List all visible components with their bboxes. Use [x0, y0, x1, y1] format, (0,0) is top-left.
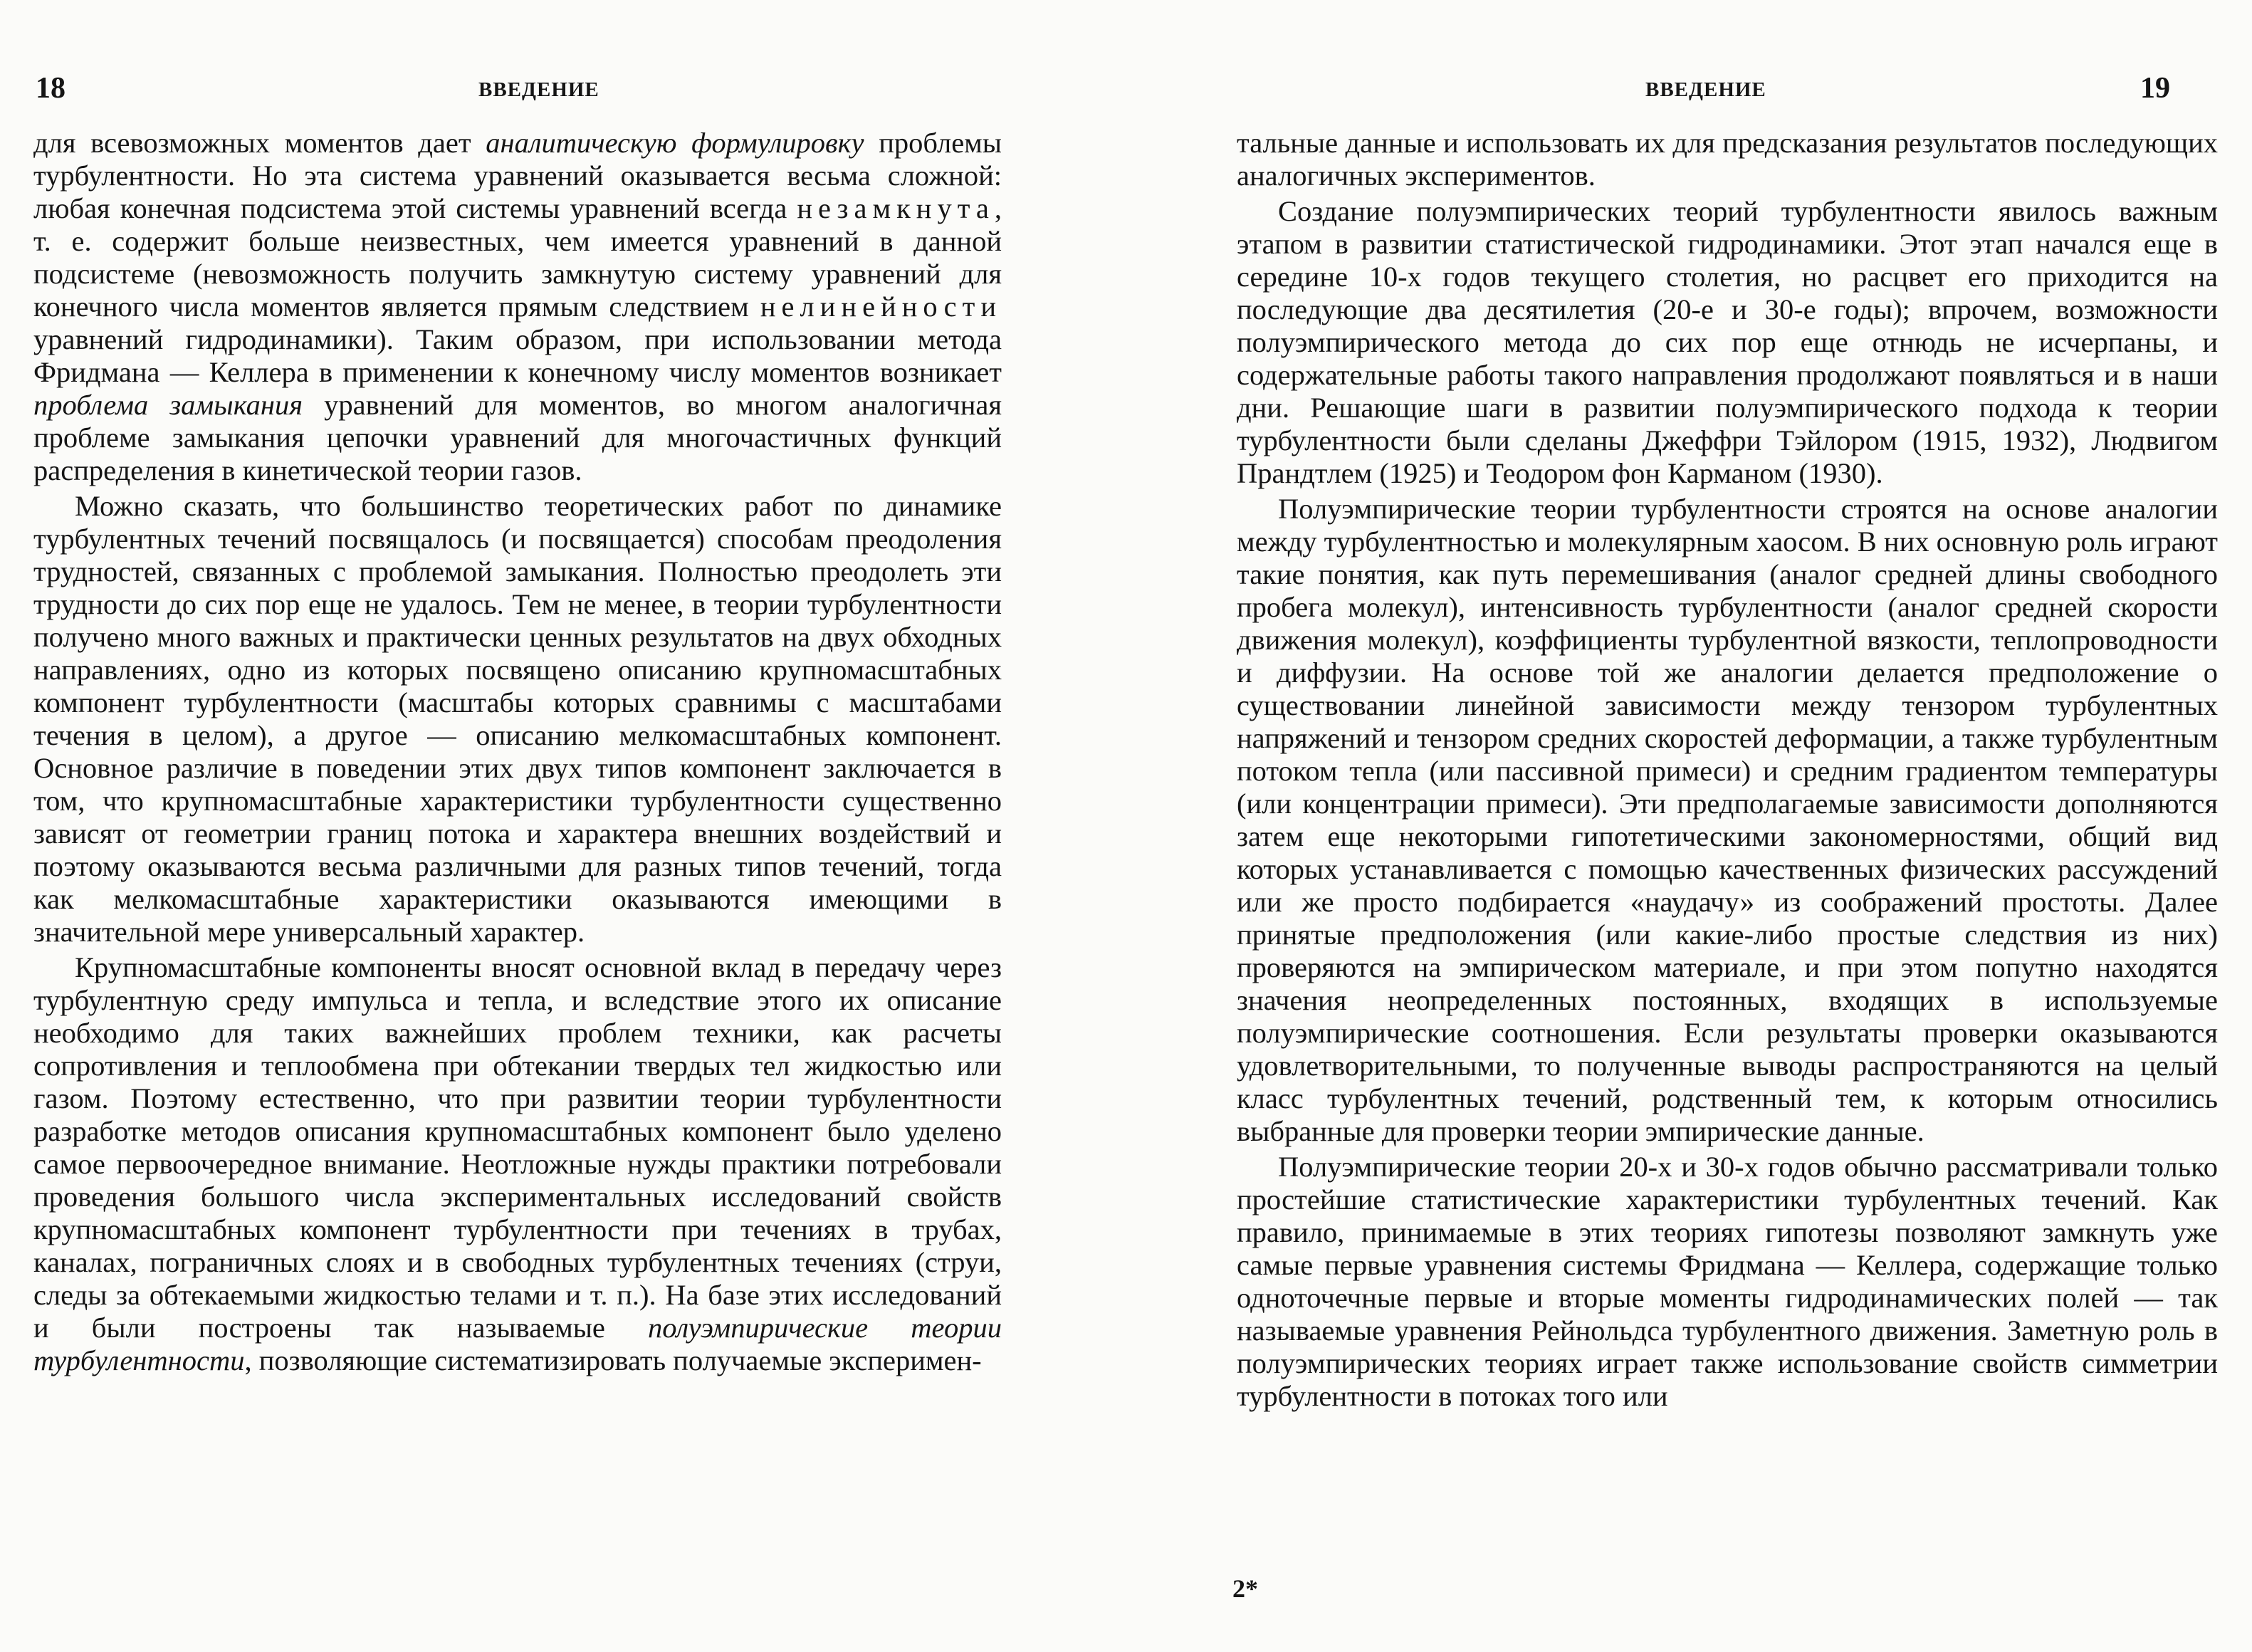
- running-title: ВВЕДЕНИЕ: [1645, 78, 1766, 101]
- paragraph: [33, 127, 1002, 487]
- text-run: уравнений для моментов, во многом аналогичная проблеме замыкания цепочки уравнений для многочастичных функций распределения в кинетической теории газов.: [33, 389, 1002, 486]
- text-run: проблемы турбулентности. Но эта система уравнений оказывается весьма сложной: любая конечная подсистема этой системы уравнений всегда: [33, 127, 1002, 224]
- text-run: , т. е. содержит больше неизвестных, чем имеется уравнений в данной подсистеме (невозможность получить замкнутую систему уравнений для конечного числа моментов является прямым следствием: [33, 192, 1002, 323]
- spaced-term: незамкнута: [797, 192, 995, 224]
- signature-mark: 2*: [1232, 1574, 1258, 1603]
- paragraph: тальные данные и использовать их для предсказания результатов последующих аналогичных экспериментов.: [1237, 127, 2218, 192]
- page-number: 18: [36, 72, 66, 105]
- text-run: , позволяющие систематизировать получаемые эксперимен-: [244, 1344, 982, 1376]
- paragraph: Создание полуэмпирических теорий турбулентности явилось важным этапом в развитии статистической гидродинамики. Этот этап начался еще в середине 10-х годов текущего столетия, но расцвет его приходится на последующие два десятилетия (20-е и 30-е годы); впрочем, возможности полуэмпирического метода до сих пор еще отнюдь не исчерпаны, и содержательные работы такого направления продолжают появляться и в наши дни. Решающие шаги в развитии полуэмпирического подхода к теории турбулентности были сделаны Джеффри Тэйлором (1915, 1932), Людвигом Прандтлем (1925) и Теодором фон Карманом (1930).: [1237, 195, 2218, 489]
- paragraph: Можно сказать, что большинство теоретических работ по динамике турбулентных течений посвящалось (и посвящается) способам преодоления трудностей, связанных с проблемой замыкания. Полностью преодолеть эти трудности до сих пор еще не удалось. Тем не менее, в теории турбулентности получено много важных и практически ценных результатов на двух обходных направлениях, одно из которых посвящено описанию крупномасштабных компонент турбулентности (масштабы которых сравнимы с масштабами течения в целом), а другое — описанию мелкомасштабных компонент. Основное различие в поведении этих двух типов компонент заключается в том, что крупномасштабные характеристики турбулентности существенно зависят от геометрии границ потока и характера внешних воздействий и поэтому оказываются весьма различными для разных типов течений, тогда как мелкомасштабные характеристики оказываются имеющими в значительной мере универсальный характер.: [33, 490, 1002, 948]
- running-title: ВВЕДЕНИЕ: [478, 78, 599, 101]
- italic-term: аналитическую формулировку: [486, 127, 864, 159]
- right-page-body: [1237, 127, 2218, 1413]
- italic-term: полуэмпирические теории турбулентности: [33, 1312, 1002, 1376]
- right-page: [1126, 0, 2252, 1652]
- text-run: уравнений гидродинамики). Таким образом, при использовании метода Фридмана — Келлера в применении к конечному числу моментов возникает: [33, 323, 1002, 388]
- paragraph: Полуэмпирические теории 20-х и 30-х годов обычно рассматривали только простейшие статистические характеристики турбулентных течений. Как правило, принимаемые в этих теориях гипотезы позволяют замкнуть уже самые первые уравнения системы Фридмана — Келлера, содержащие только одноточечные первые и вторые моменты гидродинамических полей — так называемые уравнения Рейнольдса турбулентного движения. Заметную роль в полуэмпирических теориях играет также использование свойств симметрии турбулентности в потоках того или: [1237, 1151, 2218, 1412]
- text-run: Крупномасштабные компоненты вносят основной вклад в передачу через турбулентную среду импульса и тепла, и вследствие этого их описание необходимо для таких важнейших проблем техники, как расчеты сопротивления и теплообмена при обтекании твердых тел жидкостью или газом. Поэтому естественно, что при развитии теории турбулентности разработке методов описания крупномасштабных компонент было уделено самое первоочередное внимание. Неотложные нужды практики потребовали проведения большого числа экспериментальных исследований свойств крупномасштабных компонент турбулентности при течениях в трубах, каналах, пограничных слоях и в свободных турбулентных течениях (струи, следы за обтекаемыми жидкостью телами и т. п.). На базе этих исследований и были построены так называемые: [33, 951, 1002, 1344]
- text-run: для всевозможных моментов дает: [33, 127, 486, 159]
- paragraph: Полуэмпирические теории турбулентности строятся на основе аналогии между турбулентностью и молекулярным хаосом. В них основную роль играют такие понятия, как путь перемешивания (аналог средней длины свободного пробега молекул), интенсивность турбулентности (аналог средней скорости движения молекул), коэффициенты турбулентной вязкости, теплопроводности и диффузии. На основе той же аналогии делается предположение о существовании линейной зависимости между тензором турбулентных напряжений и тензором средних скоростей деформации, а также турбулентным потоком тепла (или пассивной примеси) и средним градиентом температуры (или концентрации примеси). Эти предполагаемые зависимости дополняются затем еще некоторыми гипотетическими закономерностями, общий вид которых устанавливается с помощью качественных физических рассуждений или же просто подбирается «наудачу» из соображений простоты. Далее принятые предположения (или какие-либо простые следствия из них) проверяются на эмпирическом материале, и при этом попутно находятся значения неопределенных постоянных, входящих в используемые полуэмпирические соотношения. Если результаты проверки оказываются удовлетворительными, то полученные выводы распространяются на целый класс турбулентных течений, родственный тем, к которым относились выбранные для проверки теории эмпирические данные.: [1237, 493, 2218, 1147]
- left-page-body: [33, 127, 1002, 1377]
- italic-term: проблема замыкания: [33, 389, 303, 421]
- spaced-term: нелинейности: [760, 291, 1002, 323]
- paragraph: [33, 951, 1002, 1377]
- page-number: 19: [2140, 72, 2170, 105]
